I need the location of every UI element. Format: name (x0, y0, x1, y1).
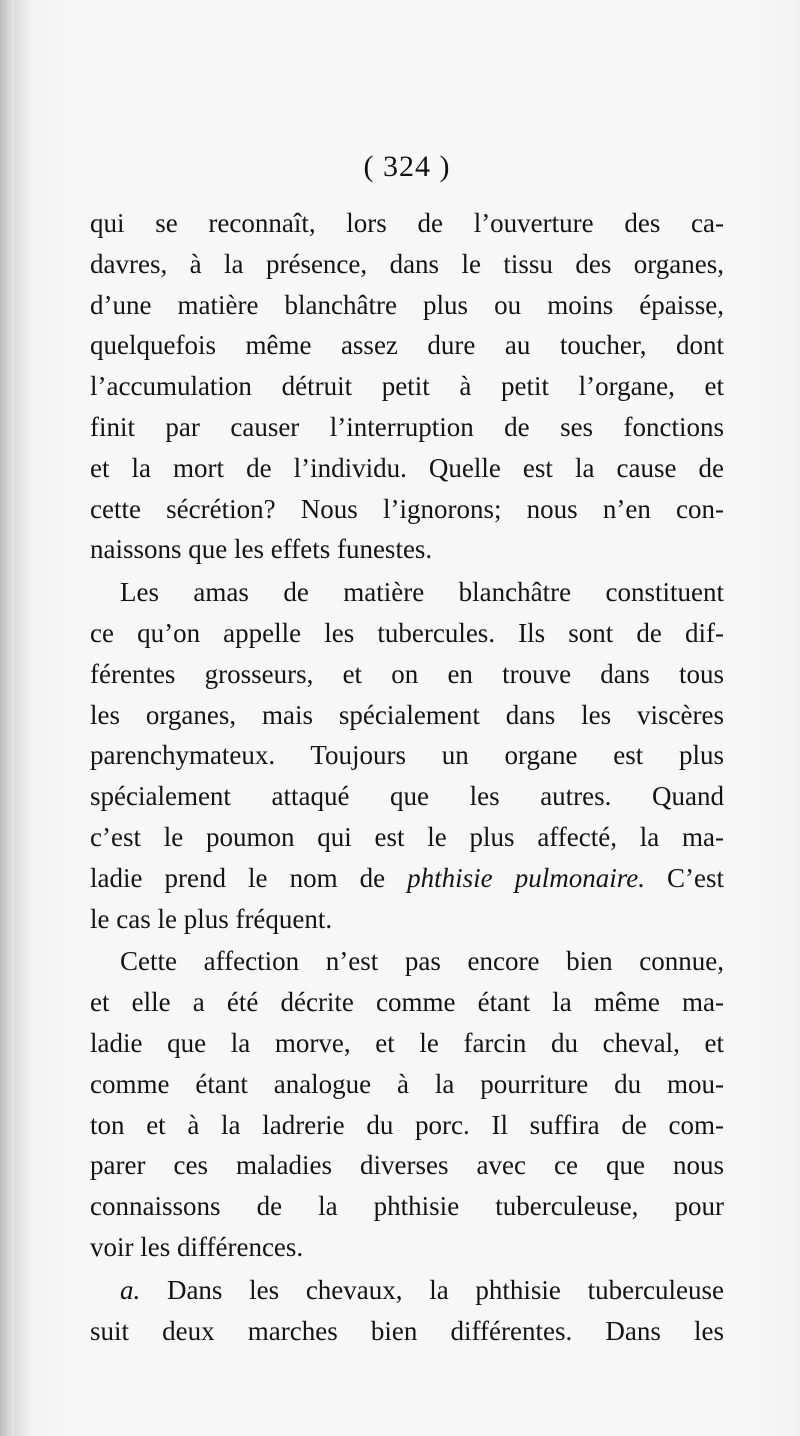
italic-term: phthisie pulmonaire. (407, 862, 645, 893)
text-segment: C’est (667, 862, 724, 893)
text-line: finit par causer l’interruption de ses fonctions (90, 411, 724, 442)
item-marker: a. (120, 1274, 141, 1305)
text-line: suit deux marches bien différentes. Dans les (90, 1315, 724, 1346)
text-line: voir les différences. (90, 1231, 304, 1262)
text-line: davres, à la présence, dans le tissu des organes, (90, 248, 724, 279)
text-line: naissons que les effets funestes. (90, 534, 433, 565)
text-line: parer ces maladies diverses avec ce que nous (90, 1150, 724, 1181)
text-line: connaissons de la phthisie tuberculeuse, pour (90, 1191, 724, 1222)
text-line: parenchymateux. Toujours un organe est plus (90, 740, 724, 771)
text-line: ce qu’on appelle les tubercules. Ils sont de dif- (90, 617, 724, 648)
text-line: qui se reconnaît, lors de l’ouverture des ca- (90, 208, 724, 238)
text-segment: ladie prend le nom de (90, 862, 386, 893)
text-line-with-italic (90, 858, 724, 899)
page-edge-shadow (0, 0, 14, 1436)
page-number: ( 324 ) (363, 150, 451, 183)
text-line: et elle a été décrite comme étant la même ma- (90, 987, 724, 1018)
text-line: comme étant analogue à la pourriture du mou- (90, 1068, 724, 1099)
body-text (90, 203, 724, 1351)
text-line: l’accumulation détruit petit à petit l’organe, et (90, 371, 724, 402)
text-line-with-marker (90, 1270, 724, 1311)
paragraph-1 (90, 203, 724, 570)
text-line: cette sécrétion? Nous l’ignorons; nous n’en con- (90, 493, 724, 524)
paragraph-4 (90, 1270, 724, 1352)
book-page (14, 0, 800, 1436)
text-line: quelquefois même assez dure au toucher, dont (90, 330, 724, 361)
text-line: les organes, mais spécialement dans les viscères (90, 699, 724, 730)
text-line: c’est le poumon qui est le plus affecté, la ma- (90, 821, 724, 852)
text-line: férentes grosseurs, et on en trouve dans tous (90, 658, 724, 689)
text-line: Cette affection n’est pas encore bien connue, (120, 946, 724, 977)
paragraph-3 (90, 941, 724, 1267)
text-line: spécialement attaqué que les autres. Quand (90, 781, 724, 812)
text-line: ladie que la morve, et le farcin du cheval, et (90, 1027, 724, 1058)
text-line: et la mort de l’individu. Quelle est la cause de (90, 452, 724, 483)
text-segment: Dans les chevaux, la phthisie tuberculeuse (166, 1274, 725, 1305)
paragraph-2 (90, 572, 724, 939)
text-line: Les amas de matière blanchâtre constituent (120, 577, 724, 608)
text-line: le cas le plus fréquent. (90, 903, 333, 934)
text-line: ton et à la ladrerie du porc. Il suffira de com- (90, 1109, 724, 1140)
text-line: d’une matière blanchâtre plus ou moins épaisse, (90, 289, 724, 320)
